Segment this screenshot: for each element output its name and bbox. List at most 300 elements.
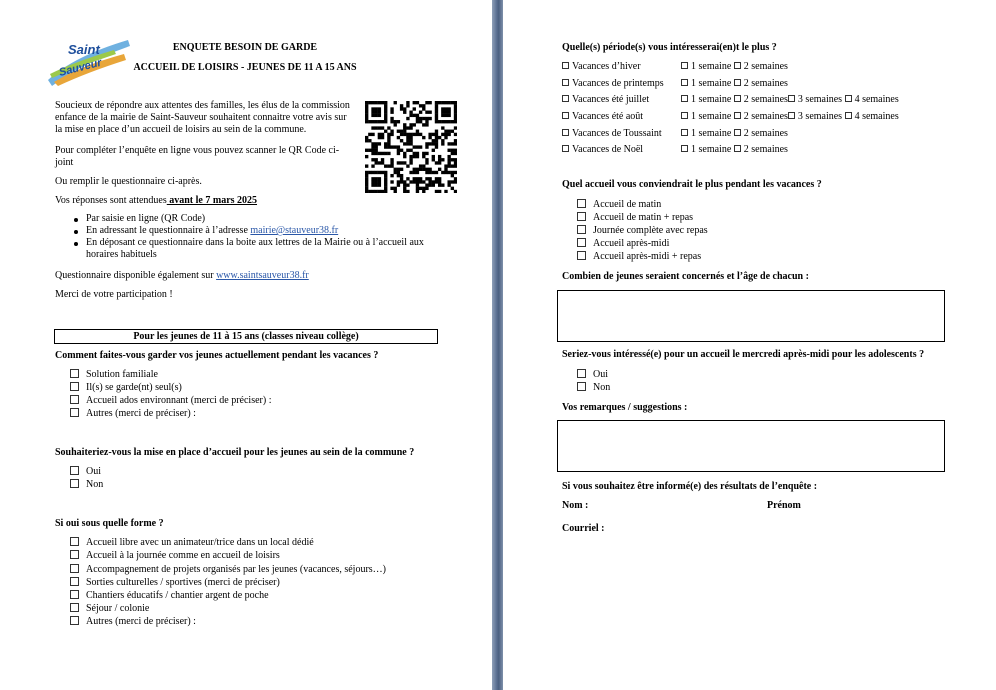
qr-module <box>394 120 397 123</box>
option-family[interactable] <box>70 369 158 382</box>
qr-module <box>397 168 400 171</box>
option-yes[interactable] <box>70 466 101 479</box>
qr-module <box>406 133 409 136</box>
checkbox[interactable] <box>788 95 795 102</box>
qr-module <box>454 158 457 161</box>
checkbox[interactable] <box>734 129 741 136</box>
qr-module <box>375 183 378 186</box>
qr-module <box>384 174 387 177</box>
qr-module <box>435 190 438 193</box>
qr-module <box>397 145 400 148</box>
qr-module <box>435 133 438 136</box>
qr-module <box>425 123 428 126</box>
qr-module <box>378 136 381 139</box>
qr-module <box>371 171 374 174</box>
qr-module <box>384 152 387 155</box>
qr-module <box>441 126 444 129</box>
option-morning[interactable] <box>577 199 661 212</box>
qr-module <box>365 139 368 142</box>
qr-module <box>432 155 435 158</box>
qr-module <box>447 111 450 114</box>
qr-module <box>451 149 454 152</box>
qr-module <box>384 101 387 104</box>
qr-module <box>368 139 371 142</box>
checkbox[interactable] <box>681 112 688 119</box>
checkbox[interactable] <box>70 369 79 378</box>
qr-module <box>447 164 450 167</box>
qr-module <box>403 161 406 164</box>
qr-module <box>368 149 371 152</box>
qr-module <box>368 120 371 123</box>
qr-module <box>444 101 447 104</box>
qr-module <box>384 104 387 107</box>
question-how-many: Combien de jeunes seraient concernés et l’âge de chacun : <box>562 271 809 282</box>
qr-module <box>371 101 374 104</box>
qr-module <box>425 168 428 171</box>
period-winter[interactable] <box>562 61 641 74</box>
qr-module <box>428 168 431 171</box>
checkbox[interactable] <box>562 129 569 136</box>
qr-module <box>435 161 438 164</box>
checkbox[interactable] <box>681 79 688 86</box>
qr-module <box>435 142 438 145</box>
qr-module <box>441 107 444 110</box>
option-no[interactable] <box>70 479 103 492</box>
qr-module <box>371 149 374 152</box>
qr-module <box>416 117 419 120</box>
week-label: 2 semaines <box>743 128 788 139</box>
qr-module <box>419 187 422 190</box>
qr-module <box>378 126 381 129</box>
qr-module <box>409 139 412 142</box>
qr-module <box>368 133 371 136</box>
checkbox[interactable] <box>70 395 79 404</box>
thanks-text: Merci de votre participation ! <box>55 289 173 300</box>
deadline-text <box>55 195 257 208</box>
week-label: 2 semaines <box>743 61 788 72</box>
option-work-sites[interactable] <box>70 590 269 603</box>
option-wednesday-yes[interactable] <box>577 369 608 382</box>
qr-module <box>454 117 457 120</box>
qr-module <box>406 190 409 193</box>
qr-module <box>375 107 378 110</box>
qr-module <box>400 133 403 136</box>
qr-module <box>425 183 428 186</box>
qr-module <box>375 101 378 104</box>
how-many-answer-box[interactable] <box>557 290 945 342</box>
qr-module <box>397 130 400 133</box>
email-link[interactable]: mairie@stauveur38.fr <box>250 225 339 236</box>
checkbox[interactable] <box>681 62 688 69</box>
qr-module <box>371 177 374 180</box>
qr-module <box>441 139 444 142</box>
qr-module <box>371 190 374 193</box>
week-label: 2 semaines <box>743 78 788 89</box>
qr-module <box>444 114 447 117</box>
qr-module <box>403 187 406 190</box>
qr-module <box>419 117 422 120</box>
checkbox[interactable] <box>681 129 688 136</box>
option-afternoon[interactable] <box>577 238 669 251</box>
checkbox[interactable] <box>562 145 569 152</box>
qr-module <box>403 130 406 133</box>
qr-module <box>384 117 387 120</box>
option-label: Oui <box>593 369 608 380</box>
period-toussaint[interactable] <box>562 128 662 141</box>
qr-module <box>409 123 412 126</box>
checkbox[interactable] <box>562 95 569 102</box>
qr-module <box>422 123 425 126</box>
option-full-day[interactable] <box>577 225 708 238</box>
qr-module <box>444 164 447 167</box>
qr-module <box>451 130 454 133</box>
qr-module <box>441 111 444 114</box>
qr-module <box>394 145 397 148</box>
qr-module <box>451 101 454 104</box>
qr-module <box>438 168 441 171</box>
qr-module <box>384 130 387 133</box>
intro-line-3: la mise en place d’un accueil de loisirs au sein de la commune. <box>55 124 307 135</box>
week-label: 1 semaine <box>691 111 732 122</box>
qr-module <box>451 120 454 123</box>
checkbox[interactable] <box>70 466 79 475</box>
checkbox[interactable] <box>70 408 79 417</box>
qr-module <box>451 171 454 174</box>
qr-module <box>390 164 393 167</box>
period-label: Vacances de printemps <box>572 78 664 89</box>
qr-module <box>397 171 400 174</box>
qr-module <box>409 161 412 164</box>
qr-module <box>454 171 457 174</box>
qr-module <box>375 158 378 161</box>
website-link[interactable]: www.saintsauveur38.fr <box>216 270 309 281</box>
question-care-type: Quel accueil vous conviendrait le plus pendant les vacances ? <box>562 179 822 190</box>
checkbox[interactable] <box>70 479 79 488</box>
qr-module <box>441 114 444 117</box>
checkbox[interactable] <box>577 238 586 247</box>
qr-module <box>397 136 400 139</box>
qr-module <box>375 149 378 152</box>
period-christmas[interactable] <box>562 144 643 157</box>
option-nearby[interactable] <box>70 395 271 408</box>
qr-module <box>451 152 454 155</box>
qr-module <box>454 164 457 167</box>
qr-code <box>365 101 457 193</box>
qr-module <box>409 180 412 183</box>
name-label: Nom : <box>562 500 589 511</box>
checkbox[interactable] <box>577 199 586 208</box>
qr-module <box>419 177 422 180</box>
checkbox[interactable] <box>70 564 79 573</box>
qr-module <box>425 187 428 190</box>
option-projects[interactable] <box>70 564 386 577</box>
option-other[interactable] <box>70 408 196 421</box>
qr-module <box>428 101 431 104</box>
qr-module <box>451 142 454 145</box>
qr-module <box>381 120 384 123</box>
qr-module <box>397 180 400 183</box>
checkbox[interactable] <box>70 603 79 612</box>
checkbox[interactable] <box>577 382 586 391</box>
qr-module <box>390 180 393 183</box>
checkbox[interactable] <box>734 145 741 152</box>
qr-module <box>419 164 422 167</box>
qr-module <box>438 120 441 123</box>
qr-module <box>409 126 412 129</box>
period-july[interactable] <box>562 94 649 107</box>
question-informed: Si vous souhaitez être informé(e) des résultats de l’enquête : <box>562 481 818 492</box>
qr-module <box>365 171 368 174</box>
qr-module <box>425 101 428 104</box>
qr-module <box>390 174 393 177</box>
qr-module <box>425 120 428 123</box>
qr-module <box>435 130 438 133</box>
checkbox[interactable] <box>577 225 586 234</box>
option-label: Journée complète avec repas <box>593 225 708 236</box>
qr-module <box>435 180 438 183</box>
qr-module <box>441 183 444 186</box>
qr-module <box>454 120 457 123</box>
qr-module <box>365 136 368 139</box>
qr-module <box>375 190 378 193</box>
checkbox[interactable] <box>734 112 741 119</box>
week-label: 1 semaine <box>691 128 732 139</box>
bullet-dot <box>74 242 78 246</box>
period-toussaint-weeks <box>681 128 788 141</box>
period-winter-weeks <box>681 61 788 74</box>
option-free-access[interactable] <box>70 537 314 550</box>
qr-module <box>413 171 416 174</box>
qr-module <box>397 161 400 164</box>
qr-module <box>422 117 425 120</box>
qr-module <box>378 114 381 117</box>
option-label: Oui <box>86 466 101 477</box>
qr-module <box>400 139 403 142</box>
checkbox[interactable] <box>845 112 852 119</box>
qr-module <box>371 142 374 145</box>
period-spring[interactable] <box>562 78 664 91</box>
qr-module <box>381 126 384 129</box>
qr-module <box>454 133 457 136</box>
qr-module <box>384 180 387 183</box>
option-alone[interactable] <box>70 382 182 395</box>
qr-module <box>416 187 419 190</box>
option-label: Accueil après-midi + repas <box>593 251 702 262</box>
qr-module <box>406 177 409 180</box>
qr-instruction-line-1: Pour compléter l’enquête en ligne vous pouvez scanner le QR Code ci- <box>55 145 340 156</box>
checkbox[interactable] <box>577 212 586 221</box>
qr-module <box>441 171 444 174</box>
option-label: Autres (merci de préciser) : <box>86 408 196 419</box>
qr-module <box>425 111 428 114</box>
qr-module <box>409 114 412 117</box>
checkbox[interactable] <box>577 369 586 378</box>
option-label: Il(s) se garde(nt) seul(s) <box>86 382 182 393</box>
option-stay[interactable] <box>70 603 149 616</box>
checkbox[interactable] <box>70 616 79 625</box>
option-day-care[interactable] <box>70 550 280 563</box>
period-august[interactable] <box>562 111 643 124</box>
bullet-dot <box>74 218 78 222</box>
qr-module <box>422 180 425 183</box>
qr-module <box>435 114 438 117</box>
qr-module <box>416 155 419 158</box>
checkbox[interactable] <box>681 95 688 102</box>
option-label: Non <box>593 382 611 393</box>
qr-module <box>451 174 454 177</box>
qr-module <box>454 161 457 164</box>
period-christmas-weeks <box>681 144 788 157</box>
qr-module <box>365 187 368 190</box>
qr-module <box>435 101 438 104</box>
option-morning-meal[interactable] <box>577 212 693 225</box>
qr-module <box>384 190 387 193</box>
qr-module <box>447 171 450 174</box>
qr-module <box>409 149 412 152</box>
qr-module <box>384 120 387 123</box>
qr-module <box>454 142 457 145</box>
qr-module <box>390 120 393 123</box>
qr-module <box>400 149 403 152</box>
qr-module <box>378 171 381 174</box>
qr-module <box>368 101 371 104</box>
checkbox[interactable] <box>562 112 569 119</box>
checkbox[interactable] <box>562 62 569 69</box>
qr-module <box>416 152 419 155</box>
qr-module <box>397 152 400 155</box>
qr-module <box>413 168 416 171</box>
qr-module <box>444 168 447 171</box>
checkbox[interactable] <box>70 590 79 599</box>
period-spring-weeks <box>681 78 788 91</box>
qr-module <box>387 152 390 155</box>
qr-module <box>454 111 457 114</box>
checkbox[interactable] <box>562 79 569 86</box>
qr-module <box>454 104 457 107</box>
period-label: Vacances de Toussaint <box>572 128 662 139</box>
qr-module <box>422 164 425 167</box>
qr-module <box>381 101 384 104</box>
checkbox[interactable] <box>788 112 795 119</box>
qr-module <box>365 180 368 183</box>
week-label: 2 semaines <box>743 94 788 105</box>
checkbox[interactable] <box>577 251 586 260</box>
qr-module <box>378 133 381 136</box>
qr-module <box>384 164 387 167</box>
qr-module <box>400 161 403 164</box>
qr-module <box>444 136 447 139</box>
qr-module <box>451 180 454 183</box>
title-line-1: ENQUETE BESOIN DE GARDE <box>172 42 318 53</box>
qr-module <box>447 183 450 186</box>
checkbox[interactable] <box>681 145 688 152</box>
checkbox[interactable] <box>845 95 852 102</box>
qr-module <box>365 174 368 177</box>
qr-module <box>381 152 384 155</box>
qr-module <box>416 101 419 104</box>
qr-module <box>375 177 378 180</box>
qr-instruction-line-2: joint <box>55 157 74 168</box>
qr-module <box>409 111 412 114</box>
qr-module <box>378 183 381 186</box>
option-outings[interactable] <box>70 577 280 590</box>
option-label: Accueil de matin + repas <box>593 212 694 223</box>
qr-module <box>368 190 371 193</box>
remarks-answer-box[interactable] <box>557 420 945 472</box>
qr-module <box>406 183 409 186</box>
bullet-email <box>86 225 338 238</box>
qr-module <box>365 101 368 104</box>
qr-module <box>409 158 412 161</box>
question-wednesday: Seriez-vous intéressé(e) pour un accueil le mercredi après-midi pour les adolescents ? <box>562 349 925 360</box>
qr-module <box>365 177 368 180</box>
option-afternoon-meal[interactable] <box>577 251 701 264</box>
qr-module <box>425 152 428 155</box>
qr-module <box>454 152 457 155</box>
option-label: Accueil à la journée comme en accueil de loisirs <box>86 550 280 561</box>
qr-module <box>371 183 374 186</box>
qr-module <box>387 145 390 148</box>
qr-module <box>425 158 428 161</box>
qr-module <box>435 136 438 139</box>
qr-module <box>435 111 438 114</box>
qr-module <box>378 142 381 145</box>
qr-module <box>422 155 425 158</box>
checkbox[interactable] <box>734 95 741 102</box>
checkbox[interactable] <box>70 382 79 391</box>
bullet-mailbox-line-2: horaires habituels <box>86 249 157 260</box>
checkbox[interactable] <box>734 79 741 86</box>
qr-module <box>371 126 374 129</box>
qr-module <box>403 152 406 155</box>
week-label: 1 semaine <box>691 94 732 105</box>
period-august-weeks <box>681 111 899 124</box>
qr-module <box>378 101 381 104</box>
qr-module <box>365 149 368 152</box>
qr-module <box>444 107 447 110</box>
qr-module <box>454 126 457 129</box>
qr-module <box>384 107 387 110</box>
qr-module <box>422 190 425 193</box>
qr-module <box>384 183 387 186</box>
qr-module <box>394 101 397 104</box>
week-label: 1 semaine <box>691 78 732 89</box>
period-label: Vacances d’hiver <box>572 61 641 72</box>
qr-module <box>365 183 368 186</box>
qr-module <box>454 101 457 104</box>
option-label: Accueil ados environnant (merci de préciser) : <box>86 395 272 406</box>
qr-module <box>375 152 378 155</box>
checkbox[interactable] <box>70 577 79 586</box>
checkbox[interactable] <box>70 550 79 559</box>
option-wednesday-no[interactable] <box>577 382 610 395</box>
qr-module <box>413 177 416 180</box>
qr-module <box>428 183 431 186</box>
qr-module <box>371 120 374 123</box>
qr-module <box>441 120 444 123</box>
qr-module <box>454 177 457 180</box>
qr-module <box>432 180 435 183</box>
qr-module <box>403 126 406 129</box>
qr-module <box>454 114 457 117</box>
checkbox[interactable] <box>734 62 741 69</box>
checkbox[interactable] <box>70 537 79 546</box>
option-other-form[interactable] <box>70 616 196 629</box>
qr-module <box>406 136 409 139</box>
qr-module <box>416 120 419 123</box>
qr-module <box>375 171 378 174</box>
qr-module <box>438 161 441 164</box>
